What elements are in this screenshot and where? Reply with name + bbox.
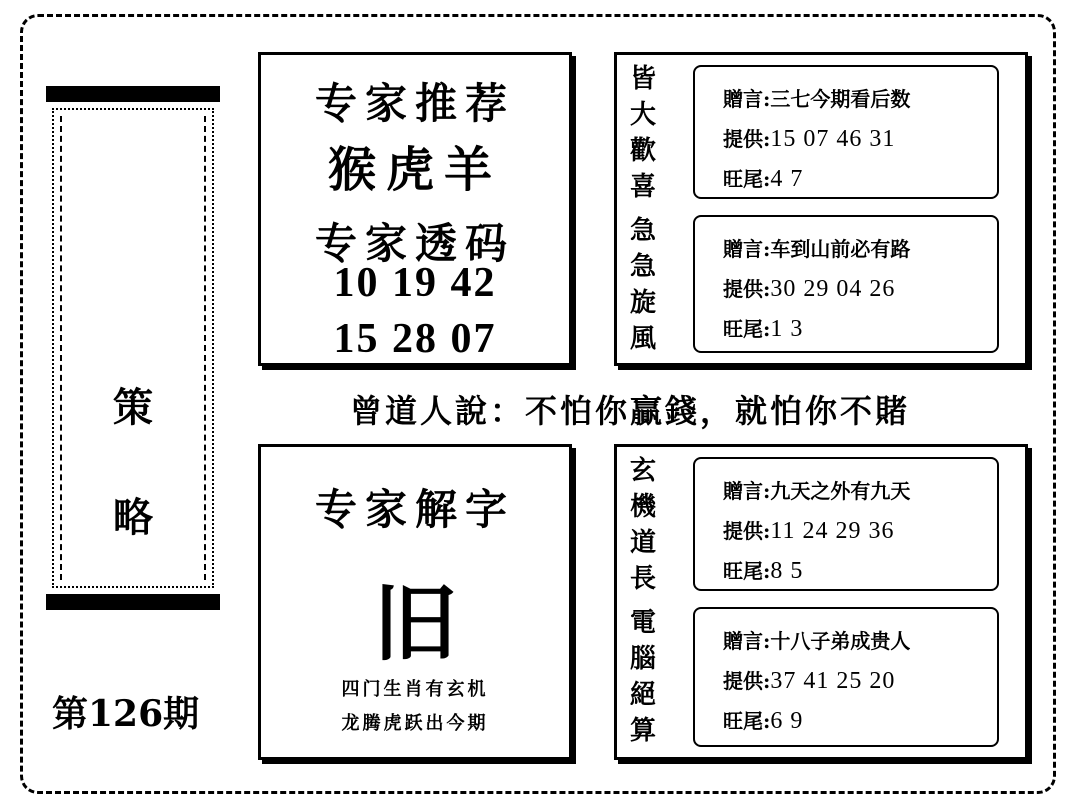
panel-top-side-1: 皆 大 歡 喜 bbox=[629, 64, 656, 202]
issue-number: 第126期 bbox=[52, 693, 200, 735]
tail-line: 旺尾:1 3 bbox=[723, 316, 804, 342]
code-line-2: 15 28 07 bbox=[333, 316, 497, 362]
tip-card bbox=[693, 607, 999, 747]
gift-line: 贈言:三七今期看后数 bbox=[723, 87, 911, 111]
provide-line: 提供:37 41 25 20 bbox=[723, 668, 896, 694]
gift-line: 贈言:十八子弟成贵人 bbox=[723, 629, 911, 653]
riddle-character: 旧 bbox=[372, 574, 457, 673]
provide-line: 提供:15 07 46 31 bbox=[723, 126, 896, 152]
scroll-title-1: 策 bbox=[113, 384, 153, 431]
tip-card bbox=[693, 65, 999, 199]
tail-line: 旺尾:6 9 bbox=[723, 708, 804, 734]
riddle-label: 专家解字 bbox=[314, 485, 515, 534]
tip-card bbox=[693, 215, 999, 353]
riddle-box bbox=[258, 444, 572, 760]
riddle-verse-2: 龙腾虎跃出今期 bbox=[341, 713, 489, 734]
panel-bottom bbox=[614, 444, 1028, 760]
panel-bottom-side-2: 電 腦 絕 算 bbox=[629, 608, 656, 746]
recommend-label: 专家推荐 bbox=[314, 79, 515, 128]
code-label: 专家透码 bbox=[314, 219, 515, 268]
tail-line: 旺尾:8 5 bbox=[723, 558, 804, 584]
gift-line: 贈言:九天之外有九天 bbox=[723, 479, 911, 503]
zodiac-picks: 猴虎羊 bbox=[327, 142, 502, 198]
gift-line: 贈言:车到山前必有路 bbox=[723, 237, 911, 261]
panel-top bbox=[614, 52, 1028, 366]
motto: 曾道人說：不怕你贏錢，就怕你不賭 bbox=[350, 392, 911, 430]
scroll-banner bbox=[46, 86, 220, 610]
tail-line: 旺尾:4 7 bbox=[723, 166, 804, 192]
provide-line: 提供:30 29 04 26 bbox=[723, 276, 896, 302]
panel-top-side-2: 急 急 旋 風 bbox=[629, 216, 656, 354]
panel-bottom-side-1: 玄 機 道 長 bbox=[629, 456, 656, 594]
code-line-1: 10 19 42 bbox=[333, 260, 497, 306]
tip-card bbox=[693, 457, 999, 591]
scroll-top-bar bbox=[46, 86, 220, 102]
riddle-verse-1: 四门生肖有玄机 bbox=[341, 679, 489, 700]
expert-recommend-box bbox=[258, 52, 572, 366]
scroll-title-2: 略 bbox=[113, 494, 153, 541]
scroll-bottom-bar bbox=[46, 594, 220, 610]
provide-line: 提供:11 24 29 36 bbox=[723, 518, 895, 544]
